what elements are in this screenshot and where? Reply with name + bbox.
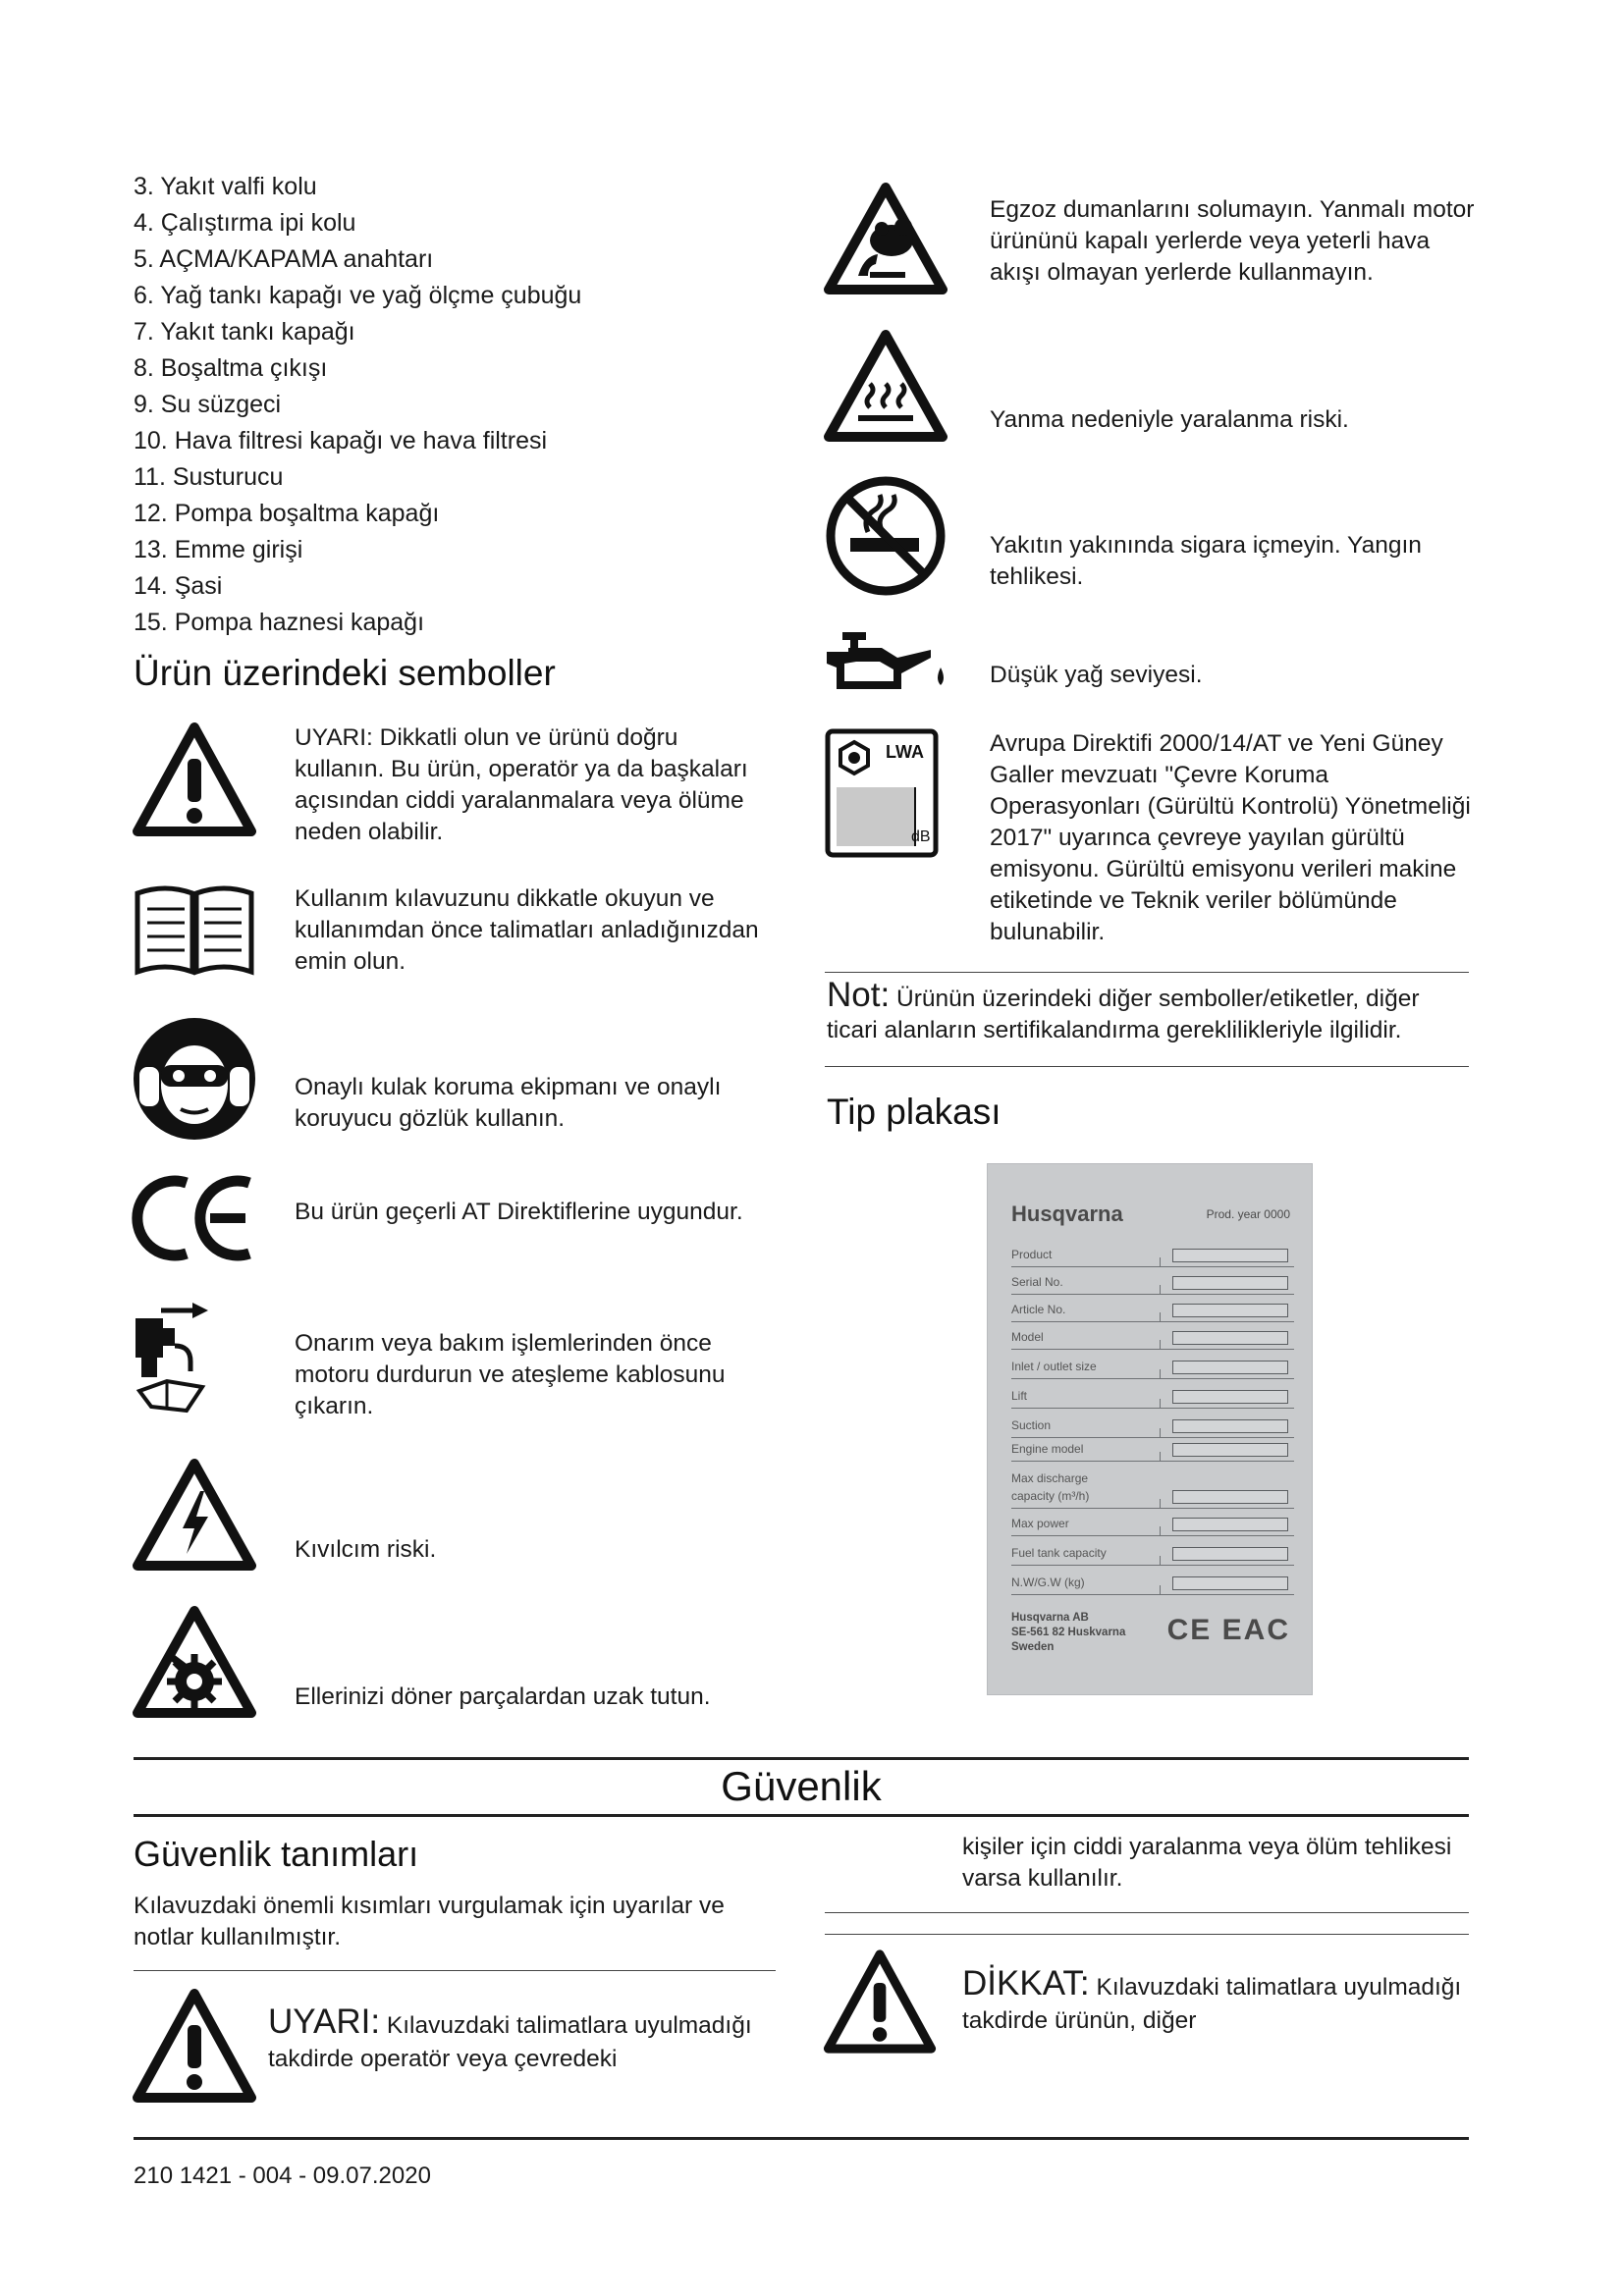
oil-can-icon <box>823 628 954 697</box>
type-plate-image <box>987 1163 1313 1695</box>
symbol-text: Ellerinizi döner parçalardan uzak tutun. <box>295 1683 711 1710</box>
plate-field: Article No. <box>1011 1294 1294 1322</box>
parts-list <box>134 169 821 641</box>
symbol-text: Yanma nedeniyle yaralanma riski. <box>990 406 1349 433</box>
exhaust-fumes-warning-icon <box>823 182 948 295</box>
warning-text: Kılavuzdaki talimatlara uyulmadığı takdirde operatör veya çevredeki <box>268 2012 752 2072</box>
no-smoking-icon <box>825 475 947 597</box>
list-item: 8. Boşaltma çıkışı <box>134 354 328 382</box>
plate-field: Max power <box>1011 1508 1294 1536</box>
caution-label: DİKKAT: <box>962 1964 1090 2002</box>
safety-intro: Kılavuzdaki önemli kısımları vurgulamak için uyarılar ve notlar kullanılmıştır. <box>134 1893 725 1950</box>
lightning-warning-icon <box>132 1458 257 1572</box>
symbol-text: Düşük yağ seviyesi. <box>990 662 1203 688</box>
symbol-text: Kullanım kılavuzunu dikkatle okuyun ve kullanımdan önce talimatları anladığınızdan emin olun. <box>295 885 759 975</box>
note-text: Ürünün üzerindeki diğer semboller/etiketler, diğer ticari alanların sertifikalandırma gereklilikleriyle ilgilidir. <box>827 986 1420 1043</box>
spark-plug-disconnect-icon <box>132 1301 214 1420</box>
plate-field: Inlet / outlet size <box>1011 1349 1294 1379</box>
plate-prod-year: Prod. year 0000 <box>1206 1207 1290 1221</box>
plate-field: Serial No. <box>1011 1266 1294 1295</box>
list-item: 15. Pompa haznesi kapağı <box>134 609 425 636</box>
list-item: 4. Çalıştırma ipi kolu <box>134 209 356 237</box>
warning-definition <box>268 2002 788 2076</box>
divider <box>825 1912 1469 1913</box>
footer-doc-code: 210 1421 - 004 - 09.07.2020 <box>134 2163 431 2189</box>
plate-brand: Husqvarna <box>1011 1201 1123 1226</box>
plate-field: Engine model <box>1011 1437 1294 1462</box>
list-item: 12. Pompa boşaltma kapağı <box>134 500 440 527</box>
caution-text: Kılavuzdaki talimatlara uyulmadığı takdirde ürünün, diğer <box>962 1974 1462 2034</box>
symbol-text: UYARI: Dikkatli olun ve ürünü doğru kullanın. Bu ürün, operatör ya da başkaları açısından ciddi yaralanmalara veya ölüme neden olabilir. <box>295 724 748 845</box>
symbol-text: Egzoz dumanlarını solumayın. Yanmalı motor ürününü kapalı yerlerde veya yeterli hava akışı olmayan yerlerde kullanmayın. <box>990 196 1475 286</box>
warning-continued: kişiler için ciddi yaralanma veya ölüm tehlikesi varsa kullanılır. <box>962 1834 1452 1892</box>
list-item: 6. Yağ tankı kapağı ve yağ ölçme çubuğu <box>134 282 582 309</box>
note-label: Not: <box>827 976 891 1014</box>
divider <box>825 1934 1469 1935</box>
list-item: 14. Şasi <box>134 572 223 600</box>
symbol-text: Onarım veya bakım işlemlerinden önce motoru durdurun ve ateşleme kablosunu çıkarın. <box>295 1330 726 1419</box>
plate-field: Model <box>1011 1321 1294 1350</box>
plate-field: Fuel tank capacity <box>1011 1535 1294 1566</box>
section-title: Güvenlik <box>721 1763 882 1809</box>
list-item: 13. Emme girişi <box>134 536 303 563</box>
plate-field: Lift <box>1011 1378 1294 1409</box>
list-item: 3. Yakıt valfi kolu <box>134 173 317 200</box>
plate-field: Max discharge capacity (m³/h) <box>1011 1461 1294 1509</box>
plate-field: N.W/G.W (kg) <box>1011 1565 1294 1595</box>
plate-field: Product <box>1011 1241 1294 1267</box>
warning-triangle-icon <box>132 721 257 837</box>
symbol-text: Avrupa Direktifi 2000/14/AT ve Yeni Güney Galler mevzuatı "Çevre Koruma Operasyonları (Gürültü Kontrolü) Yönetmeliği 2017" uyarınca çevreye yayılan gürültü emisyonu. Gürültü emisyonu verileri makine etiketinde ve Teknik veriler bölümünde bulunabilir. <box>990 730 1471 945</box>
noise-icon-label: LWA <box>886 742 924 762</box>
symbol-text: Kıvılcım riski. <box>295 1536 437 1563</box>
plate-address: Husqvarna AB SE-561 82 Huskvarna Sweden <box>1011 1612 1126 1653</box>
symbol-text: Yakıtın yakınında sigara içmeyin. Yangın tehlikesi. <box>990 532 1422 590</box>
warning-triangle-icon <box>132 1988 257 2104</box>
type-plate-heading: Tip plakası <box>827 1092 1001 1132</box>
warning-label: UYARI: <box>268 2002 381 2041</box>
symbol-text: Bu ürün geçerli AT Direktiflerine uygundur. <box>295 1199 743 1225</box>
hot-surface-warning-icon <box>823 329 948 443</box>
divider <box>134 2137 1469 2140</box>
symbol-text: Onaylı kulak koruma ekipmanı ve onaylı koruyucu gözlük kullanın. <box>295 1074 722 1132</box>
open-book-icon <box>132 880 257 978</box>
warning-triangle-icon <box>823 1949 937 2055</box>
divider <box>825 1066 1469 1067</box>
divider <box>134 1970 776 1971</box>
list-item: 10. Hava filtresi kapağı ve hava filtresi <box>134 427 548 454</box>
symbols-heading: Ürün üzerindeki semboller <box>134 653 556 693</box>
divider <box>825 972 1469 973</box>
ear-eye-protection-icon <box>132 1016 257 1142</box>
ce-mark-icon <box>132 1173 257 1263</box>
list-item: 5. AÇMA/KAPAMA anahtarı <box>134 245 434 273</box>
note <box>827 976 1475 1046</box>
divider <box>134 1814 1469 1817</box>
caution-definition <box>962 1964 1473 2038</box>
divider <box>134 1757 1469 1760</box>
plate-field: Suction <box>1011 1408 1294 1438</box>
list-item: 9. Su süzgeci <box>134 391 282 418</box>
safety-subheading: Güvenlik tanımları <box>134 1834 419 1874</box>
list-item: 7. Yakıt tankı kapağı <box>134 318 355 346</box>
rotating-parts-warning-icon <box>132 1605 257 1719</box>
plate-conformity-marks: CE EAC <box>1166 1614 1290 1646</box>
noise-icon-unit: dB <box>911 828 931 845</box>
list-item: 11. Susturucu <box>134 463 284 491</box>
